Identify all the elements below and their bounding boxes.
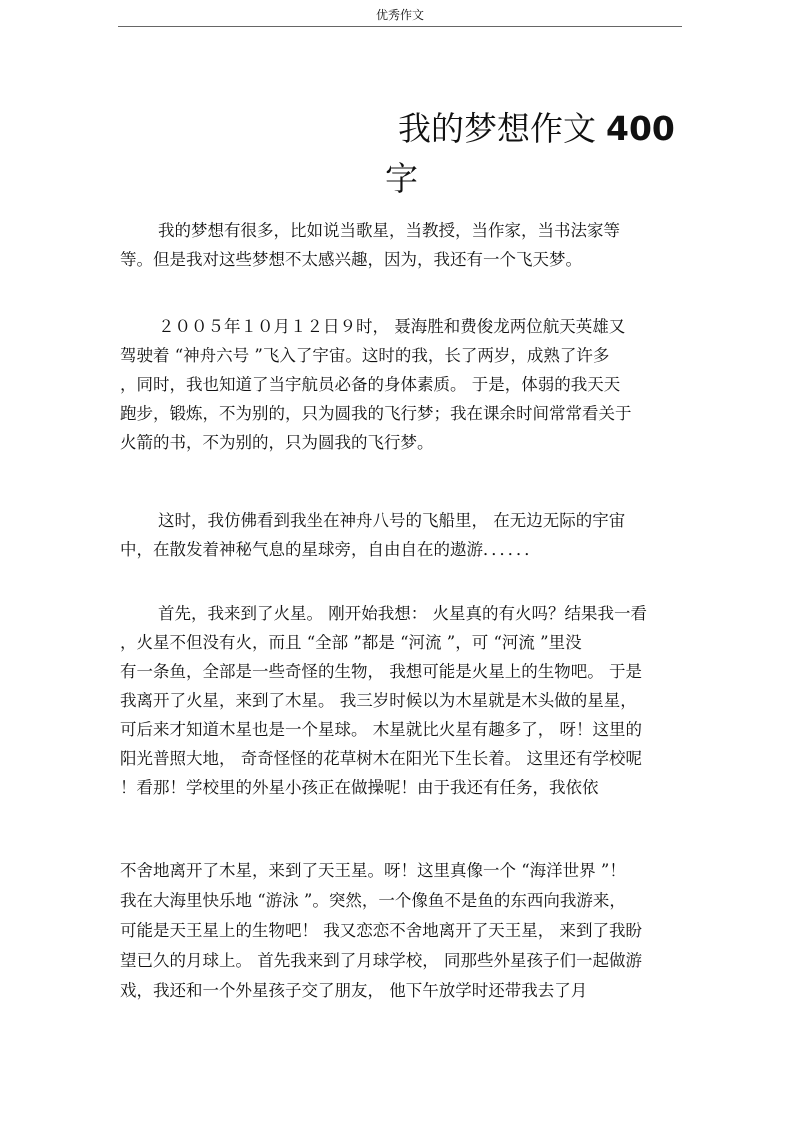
text-line: 阳光普照大地， 奇奇怪怪的花草树木在阳光下生长着。 这里还有学校呢: [120, 749, 642, 768]
text-line: ，同时，我也知道了当宇航员必备的身体素质。 于是，体弱的我天天: [120, 375, 621, 394]
text-line: 中，在散发着神秘气息的星球旁，自由自在的遨游．．．．．．: [120, 540, 541, 559]
text-line: ２００５年１０月１２日９时， 聂海胜和费俊龙两位航天英雄又: [158, 317, 626, 336]
title-number: 400: [606, 109, 675, 148]
text-line: 跑步，锻炼，不为别的，只为圆我的飞行梦；我在课余时间常常看关于: [120, 404, 632, 423]
title-text-continued: 字: [385, 159, 418, 198]
text-line: 火箭的书，不为别的，只为圆我的飞行梦。: [120, 433, 434, 452]
text-line: 有一条鱼，全部是一些奇怪的生物， 我想可能是火星上的生物吧。 于是: [120, 662, 642, 681]
text-line: 我在大海里快乐地 “游泳 ”。突然，一个像鱼不是鱼的东西向我游来，: [120, 891, 626, 910]
text-line: 驾驶着 “神舟六号 ”飞入了宇宙。这时的我，长了两岁，成熟了许多: [120, 346, 610, 365]
text-line: 不舍地离开了木星，来到了天王星。呀！这里真像一个 “海洋世界 ”！: [120, 861, 626, 880]
text-line: 可后来才知道木星也是一个星球。 木星就比火星有趣多了， 呀！这里的: [120, 720, 642, 739]
text-line: 戏，我还和一个外星孩子交了朋友， 他下午放学时还带我去了月: [120, 981, 588, 1000]
text-line: 等。但是我对这些梦想不太感兴趣，因为，我还有一个飞天梦。: [120, 250, 582, 269]
text-line: 望已久的月球上。 首先我来到了月球学校， 同那些外星孩子们一起做游: [120, 951, 642, 970]
text-line: 可能是天王星上的生物吧！ 我又恋恋不舍地离开了天王星， 来到了我盼: [120, 921, 642, 940]
text-line: ！看那！学校里的外星小孩正在做操呢！由于我还有任务，我依依: [120, 778, 599, 797]
header-divider: [118, 26, 682, 27]
title-text: 我的梦想作文: [398, 109, 596, 148]
paragraph-1: [120, 216, 686, 274]
text-line: ，火星不但没有火，而且 “全部 ”都是 “河流 ”，可 “河流 ”里没: [120, 633, 582, 652]
paragraph-3: [120, 506, 686, 564]
paragraph-2: [120, 312, 686, 457]
text-line: 这时，我仿佛看到我坐在神舟八号的飞船里， 在无边无际的宇宙: [158, 511, 626, 530]
paragraph-4: [120, 599, 686, 802]
paragraph-5: [120, 856, 686, 1006]
text-line: 我的梦想有很多，比如说当歌星，当教授，当作家，当书法家等: [158, 221, 620, 240]
text-line: 我离开了火星，来到了木星。 我三岁时候以为木星就是木头做的星星，: [120, 691, 637, 710]
page-header: 优秀作文: [375, 8, 424, 22]
text-line: 首先，我来到了火星。 刚开始我想： 火星真的有火吗？结果我一看: [158, 604, 647, 623]
document-title: [385, 104, 685, 204]
